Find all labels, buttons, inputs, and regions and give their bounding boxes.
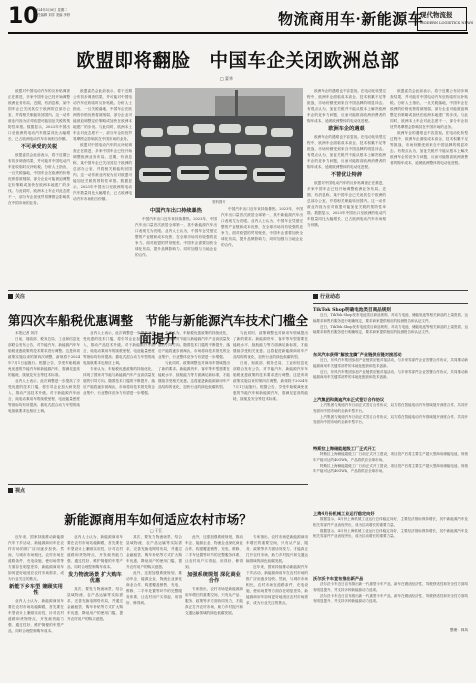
feature-byline: 本报记者 刘洋 bbox=[15, 331, 38, 335]
feature-column-4: 与此同时，政策调整也对商用车领域提出了新的要求。新能源货车、客车等车型需要在能耗水平、续航能力等方面满足新标准，才能继续享受相关优惠。这将促进新能源商用车产品结构的优化，加快行业的绿色低碳转型。 日前，财政部、税务总局、工业和信息化部联合发布公告，对节能汽车、新能源汽车车船税优惠政策的技术要求进行调整。这是该项政策实施以来的第四次调整，新规将于2024年7月1日起施行。根据公告，享受车船税减免优惠的节能汽车和新能源汽车，需满足更高的能耗、续航及安全等技术标准。 bbox=[233, 331, 308, 401]
lead-column-6: 欧盟委员会此前表示，将于近期公布初步调查结果，并可能对中国电动汽车征收临时反补贴税。分析人士指出，一旦关税落地，中国车企在欧洲的价格优势将被削弱，部分企业可能被迫调整定价策略或加快在欧洲本地建厂的步伐。与此同时，欧洲本土车企对此态度不一，部分车企担忧贸易摩擦会影响其在中国市场的业务。 欧洲车企的遇艰也不容忽视。在电动化转型过程中，欧洲车企面临成本高企、技术积累不足等挑战，市场份额受到来自中国品牌的明显冲击。有观点认为，加征关税并不能从根本上解决欧洲车企的竞争力问题，反而可能推高欧洲消费者的购车成本，延缓欧洲整体的电动化进程。 bbox=[390, 89, 468, 165]
news-item-5-title: 上海4月份机械工业运行稳定向好 bbox=[313, 511, 375, 516]
issue-editors: 责任编辑 刘洋 美编 李婷 bbox=[34, 13, 71, 17]
news-item-4-title: 特斯拉上海储能超级工厂正式开工 bbox=[313, 446, 376, 451]
header-rule bbox=[8, 32, 468, 34]
viewpoint-byline: □ 于江 bbox=[150, 528, 163, 533]
lead-column-3: 中国汽车出口持续暴热 中国汽车出口近年来持续暴热。2023年，中国汽车出口量首次跃居全球第一，其中新能源汽车出口表现尤为亮眼。业内人士认为，中国车企凭借完整的产业链和成本优势，在全球市场具有较强的竞争力。面对欧盟的贸易壁垒，中国车企需要加快全球化布局，提升品牌影响力，同时加强与当地企业的合作。 bbox=[135, 208, 217, 257]
viewpoint-headline: 新能源商用车如何适应农村市场？ bbox=[64, 512, 252, 527]
viewpoint-tag: 视点 bbox=[8, 487, 25, 494]
lead-column-1: 欧盟对中国电动汽车的反补贴调查正在推进，多家中国车企已经开始调整欧洲业务布局。近期，有消息称，某中国车企已关闭其位于欧洲的总部办公室，并将相关职能转回国内。这一动作被业内视为应对欧盟可能加征关税的预防性举措。数据显示，2023年中国出口至欧洲的电动汽车数量同比大幅增长，已占欧洲电动汽车市场相当份额。 不可承受的关税 欧盟委员会此前表示，将于近期公布初步调查结果，并可能对中国电动汽车征收临时反补贴税。分析人士指出，一旦关税落地，中国车企在欧洲的价格优势将被削弱，部分企业可能被迫调整定价策略或加快在欧洲本地建厂的步伐。与此同时，欧洲本土车企对此态度不一，部分车企担忧贸易摩擦会影响其在中国市场的业务。 bbox=[8, 89, 70, 205]
feature-column-2: 业内人士表示，此次调整进一步提高了享受优惠的技术门槛，将引导企业加大研发投入，推动产品技术升级。对于新能源汽车而言，纯电动乘用车的续驶里程、电池能量密度等指标均有所提高；插电式混合动力车型的纯电续航要求也相应上调。 专家认为，车船税优惠政策的持续优化，体现了国家对节能与新能源汽车产业高质量发展的引导方向。随着技术门槛的不断提升，落后产能将逐步被淘汰，市场将向技术领先的企业集中，行业整体竞争力有望进一步增强。 bbox=[83, 331, 155, 395]
lead-subhead-c: 欧洲车企的遇艰 bbox=[328, 126, 365, 132]
news-item-1-title: TikTok Shop明确电池类目商品规则 bbox=[313, 308, 391, 313]
lead-subhead-a: 不可承受的关税 bbox=[20, 144, 58, 150]
feature-column-1: 本报记者 刘洋 日前，财政部、税务总局、工业和信息化部联合发布公告，对节能汽车、新能源汽车车船税优惠政策的技术要求进行调整。这是该项政策实施以来的第四次调整，新规将于2024年7月1日起施行。根据公告，享受车船税减免优惠的节能汽车和新能源汽车，需满足更高的能耗、续航及安全等技术标准。 业内人士表示，此次调整进一步提高了享受优惠的技术门槛，将引导企业加大研发投入，推动产品技术升级。对于新能源汽车而言，纯电动乘用车的续驶里程、电池能量密度等指标均有所提高；插电式混合动力车型的纯电续航要求也相应上调。 bbox=[8, 331, 80, 413]
section-marker-icon bbox=[8, 294, 13, 299]
section-marker-icon bbox=[313, 294, 318, 299]
lead-photo bbox=[135, 88, 303, 198]
news-item-5-text: 数据显示，4月份上海机械工业运行总体稳定向好，主要经济指标保持增长，其中新能源汽车及相关零部件产业表现突出，成为拉动增长的重要力量。 数据显示，4月份上海机械工业运行总体稳定向好，主要经济指标保持增长，其中新能源汽车及相关零部件产业表现突出，成为拉动增长的重要力量。 bbox=[313, 517, 468, 539]
viewpoint-column-4: 此外，还需加强系统规划，推动车企、能源企业、物流企业深化商业合作，构建覆盖销售、充电、维修、二手车处置等环节的完整服务体系，让农村用户买得起、用得好、修得到。 加强系统规划 深化商业合作 专家指出，农村市场是新能源商用车增长的重要空间，只有从产品、服务、政策等多方面协同发力，才能真正打开农村市场，助力乡村振兴和交通运输领域的绿色低碳发展。 bbox=[185, 535, 243, 615]
feature-headline: 第四次车船税优惠调整 节能与新能源汽车技术门槛全面提升 bbox=[8, 313, 309, 346]
industry-news-box bbox=[313, 293, 468, 675]
cars-at-port-image bbox=[135, 88, 303, 198]
issue-date: 2024年5月6日 星期二 bbox=[34, 8, 68, 12]
lead-byline: □ 蒙华 bbox=[220, 76, 234, 81]
section-title: 物流商用车·新能源车 bbox=[278, 10, 424, 28]
industry-tag: 行业动态 bbox=[313, 293, 468, 300]
viewpoint-top-rule bbox=[8, 484, 308, 485]
issue-meta bbox=[34, 8, 124, 18]
section-marker-icon bbox=[8, 488, 13, 493]
viewpoint-column-5: 专家指出，农村市场是新能源商用车增长的重要空间，只有从产品、服务、政策等多方面协同发力，才能真正打开农村市场，助力乡村振兴和交通运输领域的绿色低碳发展。 近年来，国家持续推动新能源汽车下乡活动，新能源商用车在农村市场的推广应用逐步加快。然而，与城市市场相比，农村市场在道路条件、充电设施、使用场景等方面存在明显差异，新能源商用车如何更好地适应农村市场需求，成为行业关注的焦点。 bbox=[246, 535, 308, 605]
viewpoint-subhead-b: 发力物流场景 扩大购车优惠 bbox=[68, 572, 122, 584]
viewpoint-subhead-c: 加强系统规划 深化商业合作 bbox=[187, 572, 241, 584]
viewpoint-column-2: 业内人士认为，新能源商用车要在农村市场站稳脚跟，首先要在车型设计上兼顾实用性，针对农村道路和货物特点，开发载货能力强、通过性好、维护简便的车型产品，同时合理控制购车成本。 发力物流场景 扩大购车优惠 其次，要发力物流场景，结合县域物流、农产品运输等实际需求，完善充换电网络布局，并通过金融租赁、购车补贴等方式扩大购车优惠，降低用户的使用门槛，提升农村用户的购买意愿。 bbox=[67, 535, 123, 621]
news-item-3-title: 上汽集团和奥迪汽车正式签订合作协议 bbox=[313, 397, 385, 402]
photo-caption: 资料图片 bbox=[212, 200, 226, 204]
news-item-2-text: 近日，东风汽车集团参加产业链供应链对接活动，与多家零部件企业签署合作协议，共同推动新能源商用车关键零部件的本地化配套和技术创新。 近日，东风汽车集团参加产业链供应链对接活动，与多家零部件企业签署合作协议，共同推动新能源商用车关键零部件的本地化配套和技术创新。 bbox=[313, 358, 468, 380]
news-item-3-text: 上汽集团与奥迪汽车日前正式签订合作协议，双方将在智能电动汽车领域展开深度合作，共同开发面向中国市场的全新车型平台。 上汽集团与奥迪汽车日前正式签订合作协议，双方将在智能电动汽车领域展开深度合作，共同开发面向中国市场的全新车型平台。 bbox=[313, 403, 468, 425]
newspaper-logo bbox=[417, 7, 474, 31]
compiler-credit: 整理：林凤 bbox=[450, 628, 468, 632]
news-item-2-title: 东风汽车获得“解放龙腾”产业链供应链对接活动 bbox=[313, 352, 402, 357]
lead-headline: 欧盟即将翻脸 中国车企关闭欧洲总部 bbox=[76, 51, 400, 72]
viewpoint-column-3: 其次，要发力物流场景，结合县域物流、农产品运输等实际需求，完善充换电网络布局，并通过金融租赁、购车补贴等方式扩大购车优惠，降低用户的使用门槛，提升农村用户的购买意愿。 此外，还需加强系统规划，推动车企、能源企业、物流企业深化商业合作，构建覆盖销售、充电、维修、二手车处置等环节的完整服务体系，让农村用户买得起、用得好、修得到。 bbox=[126, 535, 182, 605]
lead-column-2: 欧盟委员会此前表示，将于近期公布初步调查结果，并可能对中国电动汽车征收临时反补贴税。分析人士指出，一旦关税落地，中国车企在欧洲的价格优势将被削弱，部分企业可能被迫调整定价策略或加快在欧洲本地建厂的步伐。与此同时，欧洲本土车企对此态度不一，部分车企担忧贸易摩擦会影响其在中国市场的业务。 欧盟对中国电动汽车的反补贴调查正在推进，多家中国车企已经开始调整欧洲业务布局。近期，有消息称，某中国车企已关闭其位于欧洲的总部办公室，并将相关职能转回国内。这一动作被业内视为应对欧盟可能加征关税的预防性举措。数据显示，2023年中国出口至欧洲的电动汽车数量同比大幅增长，已占欧洲电动汽车市场相当份额。 bbox=[73, 89, 132, 201]
news-item-6-title: 沃尔沃卡车宣布推出新产品 bbox=[313, 576, 364, 581]
feature-column-3: 专家认为，车船税优惠政策的持续优化，体现了国家对节能与新能源汽车产业高质量发展的引导方向。随着技术门槛的不断提升，落后产能将逐步被淘汰，市场将向技术领先的企业集中，行业整体竞争力有望进一步增强。 与此同时，政策调整也对商用车领域提出了新的要求。新能源货车、客车等车型需要在能耗水平、续航能力等方面满足新标准，才能继续享受相关优惠。这将促进新能源商用车产品结构的优化，加快行业的绿色低碳转型。 bbox=[158, 331, 230, 389]
industry-rule bbox=[313, 303, 468, 304]
lead-column-4: 中国汽车出口近年来持续暴热。2023年，中国汽车出口量首次跃居全球第一，其中新能源汽车出口表现尤为亮眼。业内人士认为，中国车企凭借完整的产业链和成本优势，在全球市场具有较强的竞争力。面对欧盟的贸易壁垒，中国车企需要加快全球化布局，提升品牌影响力，同时加强与当地企业的合作。 bbox=[221, 207, 303, 247]
lead-bottom-rule bbox=[8, 290, 468, 291]
lead-subhead-b: 中国汽车出口持续暴热 bbox=[150, 208, 202, 214]
news-item-4-text: 特斯拉上海储能超级工厂日前正式开工建设，项目投产后将主要生产超大型商用储能电池，规划年产能可达约40GWh，产品将供应全球市场。 特斯拉上海储能超级工厂日前正式开工建设，项目投产后将主要生产超大型商用储能电池，规划年产能可达约40GWh，产品将供应全球市场。 bbox=[313, 452, 468, 474]
page-number: 10 bbox=[8, 4, 39, 29]
lead-subhead-d: 不替优让特辞 bbox=[330, 172, 363, 178]
feature-tag: 关注 bbox=[8, 293, 25, 300]
news-item-6-text: 沃尔沃卡车近日宣布推出新一代重型卡车产品，新车在燃油经济性、驾驶舒适性和安全性方面均有明显提升，并支持多种新能源动力选项。 沃尔沃卡车近日宣布推出新一代重型卡车产品，新车在燃油经济性、驾驶舒适性和安全性方面均有明显提升，并支持多种新能源动力选项。 bbox=[313, 582, 468, 604]
news-item-1-text: 近日，TikTok Shop发布电池类目商品规则，对动力电池、储能电池等相关商品的上架资质、运输要求和售后服务进行明确规定，要求商家提供相应的检测报告和认证文件。 近日，TikTok Shop发布电池类目商品规则，对动力电池、储能电池等相关商品的上架资质、运输要求和售后服务进行明确规定，要求商家提供相应的检测报告和认证文件。 bbox=[313, 313, 468, 335]
viewpoint-column-1: 近年来，国家持续推动新能源汽车下乡活动，新能源商用车在农村市场的推广应用逐步加快。然而，与城市市场相比，农村市场在道路条件、充电设施、使用场景等方面存在明显差异，新能源商用车如何更好地适应农村市场需求，成为行业关注的焦点。 新能下乡车型 兼顾实用性 业内人士认为，新能源商用车要在农村市场站稳脚跟，首先要在车型设计上兼顾实用性，针对农村道路和货物特点，开发载货能力强、通过性好、维护简便的车型产品，同时合理控制购车成本。 bbox=[8, 535, 64, 633]
lead-column-5: 欧洲车企的遇艰也不容忽视。在电动化转型过程中，欧洲车企面临成本高企、技术积累不足等挑战，市场份额受到来自中国品牌的明显冲击。有观点认为，加征关税并不能从根本上解决欧洲车企的竞争力问题，反而可能推高欧洲消费者的购车成本，延缓欧洲整体的电动化进程。 欧洲车企的遇艰 欧洲车企的遇艰也不容忽视。在电动化转型过程中，欧洲车企面临成本高企、技术积累不足等挑战，市场份额受到来自中国品牌的明显冲击。有观点认为，加征关税并不能从根本上解决欧洲车企的竞争力问题，反而可能推高欧洲消费者的购车成本，延缓欧洲整体的电动化进程。 不替优让特辞 欧盟对中国电动汽车的反补贴调查正在推进，多家中国车企已经开始调整欧洲业务布局。近期，有消息称，某中国车企已关闭其位于欧洲的总部办公室，并将相关职能转回国内。这一动作被业内视为应对欧盟可能加征关税的预防性举措。数据显示，2023年中国出口至欧洲的电动汽车数量同比大幅增长，已占欧洲电动汽车市场相当份额。 bbox=[307, 89, 386, 227]
logo-title: 现代物流报 bbox=[420, 11, 453, 19]
logo-subtitle: MODERN LOGISTICS NEWS bbox=[420, 21, 474, 25]
viewpoint-subhead-a: 新能下乡车型 兼顾实用性 bbox=[9, 584, 63, 596]
